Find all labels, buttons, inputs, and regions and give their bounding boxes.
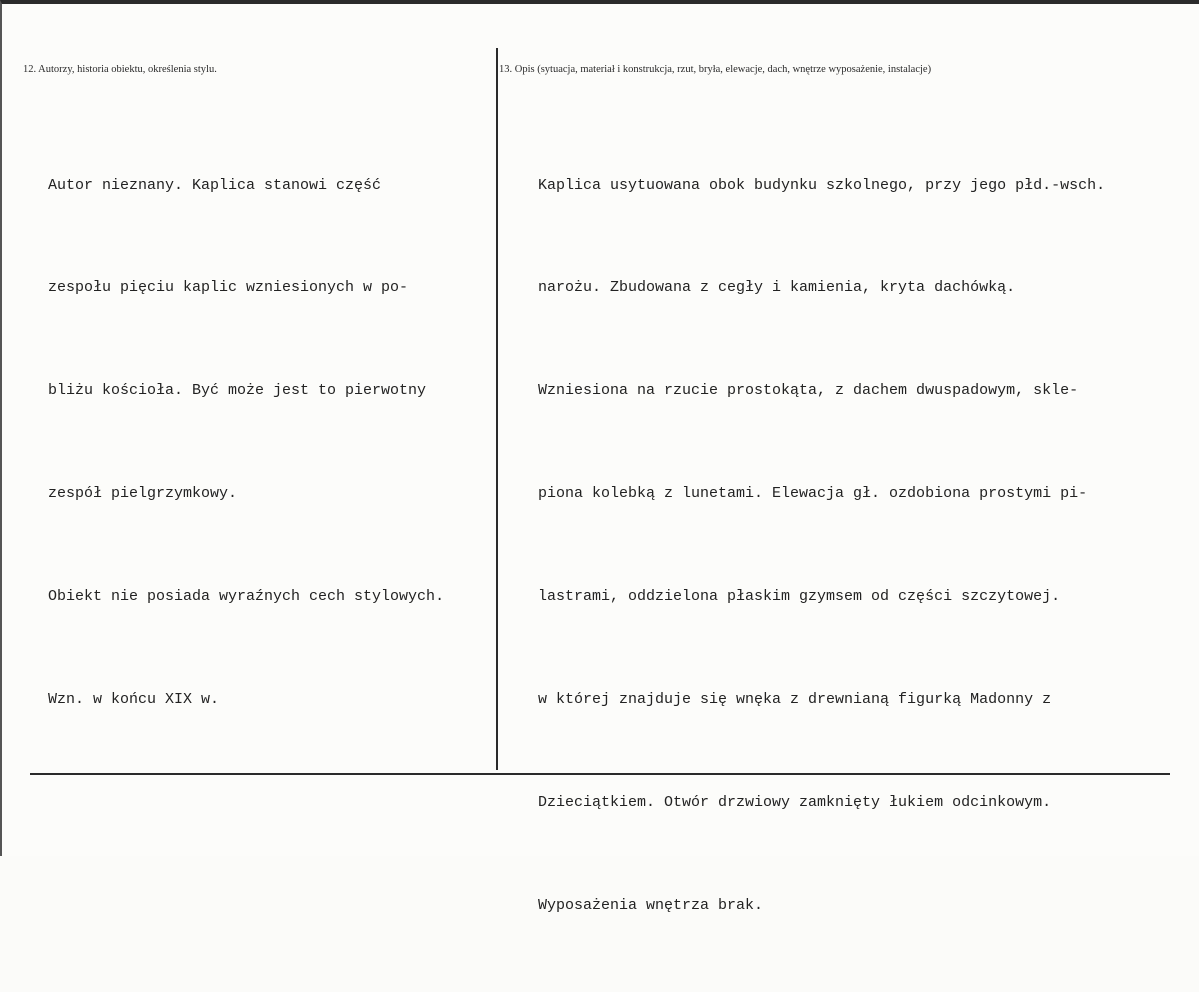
text-line: piona kolebką z lunetami. Elewacja gł. ozdobiona prostymi pi- (538, 485, 1088, 503)
text-line: lastrami, oddzielona płaskim gzymsem od części szczytowej. (538, 588, 1061, 606)
text-line: Dzieciątkiem. Otwór drzwiowy zamknięty łukiem odcinkowym. (538, 793, 1052, 811)
text-line: Autor nieznany. Kaplica stanowi część (48, 176, 382, 194)
text-line: w której znajduje się wnęka z drewnianą figurką Madonny z (538, 691, 1052, 709)
text-line: Wzn. w końcu XIX w. (48, 691, 220, 709)
text-line: Obiekt nie posiada wyraźnych cech stylowych. (48, 588, 445, 606)
authors-history-text (48, 100, 444, 786)
text-line: Wzniesiona na rzucie prostokąta, z dachem dwuspadowym, skle- (538, 382, 1079, 400)
text-line: Kaplica usytuowana obok budynku szkolnego, przy jego płd.-wsch. (538, 176, 1106, 194)
text-line: Wyposażenia wnętrza brak. (538, 896, 764, 914)
section-12-header: 12. Autorzy, historia obiektu, określenia stylu. (23, 64, 217, 75)
text-line: zespół pielgrzymkowy. (48, 485, 238, 503)
text-line: bliżu kościoła. Być może jest to pierwotny (48, 382, 427, 400)
description-text (538, 100, 1105, 992)
section-13-header: 13. Opis (sytuacja, materiał i konstrukcja, rzut, bryła, elewacje, dach, wnętrze wyposażenie, instalacje) (499, 64, 932, 75)
text-line: zespołu pięciu kaplic wzniesionych w po- (48, 279, 409, 297)
column-divider (496, 48, 498, 770)
text-line: narożu. Zbudowana z cegły i kamienia, kryta dachówką. (538, 279, 1016, 297)
